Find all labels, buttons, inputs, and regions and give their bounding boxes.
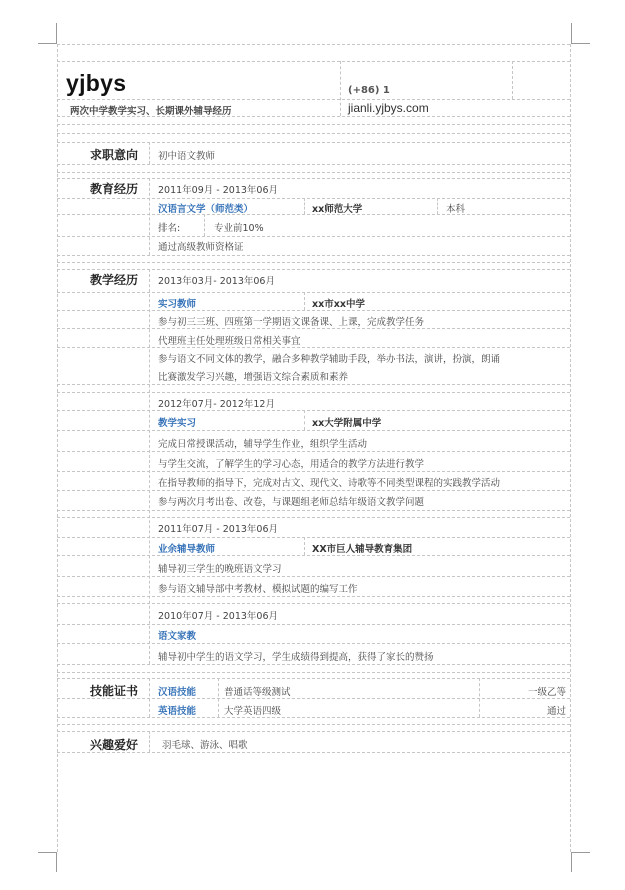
grid-line [57, 310, 570, 311]
grid-line [57, 537, 570, 538]
crop-mark-top-right-h [571, 43, 590, 44]
label-column-divider [149, 678, 150, 717]
education-school: xx师范大学 [312, 204, 363, 215]
section-label-teaching: 教学经历 [90, 273, 139, 287]
phone-number: (+86) 1 [348, 85, 390, 96]
teaching-role: 实习教师 [158, 299, 197, 310]
teach-col-divider [304, 410, 305, 430]
header-divider-right [512, 61, 513, 99]
skill-name: 普通话等级测试 [224, 687, 291, 698]
teaching-duty: 参与语文辅导部中考教材、模拟试题的编写工作 [158, 584, 358, 595]
grid-line [57, 672, 570, 673]
teaching-duty: 参与语文不同文体的教学，融合多种教学辅助手段，举办书法，演讲，扮演，朗诵 [158, 354, 501, 365]
grid-line [57, 624, 570, 625]
grid-line [57, 384, 570, 385]
grid-line [57, 603, 570, 604]
teaching-duty: 参与两次月考出卷、改卷，与课题组老师总结年级语文教学问题 [158, 497, 425, 508]
grid-line [57, 410, 570, 411]
grid-line [57, 490, 570, 491]
grid-line [57, 347, 570, 348]
teaching-period: 2013年03月- 2013年06月 [158, 276, 275, 287]
grid-line [57, 510, 570, 511]
label-column-divider [149, 142, 150, 164]
teaching-duty: 参与初三三班、四班第一学期语文课备课、上课，完成教学任务 [158, 317, 425, 328]
skill-type: 汉语技能 [158, 687, 197, 698]
objective-value: 初中语文教师 [158, 151, 216, 162]
grid-line [57, 678, 570, 679]
crop-mark-top-right-v [571, 23, 572, 43]
grid-line [57, 643, 570, 644]
grid-line [57, 724, 570, 725]
edu-col-divider [437, 198, 438, 214]
grid-line [57, 517, 570, 518]
label-column-divider [149, 269, 150, 664]
grid-line [57, 61, 570, 62]
teaching-role: 语文家教 [158, 631, 197, 642]
grid-line [57, 164, 570, 165]
teaching-duty: 完成日常授课活动，辅导学生作业，组织学生活动 [158, 439, 368, 450]
rank-label: 排名: [158, 223, 181, 234]
grid-line [57, 596, 570, 597]
grid-line [57, 471, 570, 472]
grid-line [57, 576, 570, 577]
grid-line [57, 555, 570, 556]
grid-line [57, 430, 570, 431]
grid-line [57, 392, 570, 393]
teach-col-divider [304, 292, 305, 310]
teach-col-divider [304, 537, 305, 555]
teaching-duty: 与学生交流，了解学生的学习心态，用适合的教学方法进行教学 [158, 459, 425, 470]
page-border-right [570, 44, 571, 852]
crop-mark-bottom-left-v [56, 852, 57, 872]
grid-line [57, 236, 570, 237]
teaching-org: XX市巨人辅导教育集团 [312, 544, 413, 555]
rank-col-divider [204, 214, 205, 236]
grid-line [57, 133, 570, 134]
education-period: 2011年09月 - 2013年06月 [158, 185, 278, 196]
crop-mark-bottom-right-v [571, 852, 572, 872]
teaching-org: xx市xx中学 [312, 299, 366, 310]
grid-line [57, 664, 570, 665]
candidate-summary: 两次中学教学实习、长期课外辅导经历 [70, 106, 232, 117]
skill-name: 大学英语四级 [224, 706, 282, 717]
teaching-org: xx大学附属中学 [312, 418, 382, 429]
teaching-duty: 辅导初三学生的晚班语文学习 [158, 564, 282, 575]
crop-mark-top-left-h [38, 43, 57, 44]
label-column-divider [149, 731, 150, 752]
header-divider [340, 61, 341, 116]
grid-line [57, 142, 570, 143]
grid-line [57, 44, 570, 45]
grid-line [57, 255, 570, 256]
teaching-role: 业余辅导教师 [158, 544, 216, 555]
teaching-duty: 辅导初中学生的语文学习，学生成绩得到提高，获得了家长的赞扬 [158, 652, 434, 663]
hobbies-value: 羽毛球、游泳、唱歌 [162, 740, 248, 751]
teaching-period: 2012年07月- 2012年12月 [158, 399, 275, 410]
teaching-period: 2011年07月 - 2013年06月 [158, 524, 278, 535]
label-column-divider [149, 178, 150, 255]
grid-line [57, 451, 570, 452]
skill-type: 英语技能 [158, 706, 197, 717]
grid-line [57, 269, 570, 270]
edu-col-divider [304, 198, 305, 214]
section-label-education: 教育经历 [90, 182, 139, 196]
grid-line [57, 178, 570, 179]
education-degree: 本科 [446, 204, 466, 215]
grid-line [57, 262, 570, 263]
teaching-duty: 代理班主任处理班级日常相关事宜 [158, 336, 301, 347]
section-label-hobbies: 兴趣爱好 [90, 738, 139, 752]
section-label-skills: 技能证书 [90, 684, 139, 698]
website-link[interactable]: jianli.yjbys.com [348, 101, 429, 115]
section-label-objective: 求职意向 [90, 148, 139, 162]
skill-level: 通过 [546, 706, 566, 717]
skill-level: 一级乙等 [527, 687, 566, 698]
grid-line [57, 99, 570, 100]
rank-value: 专业前10% [214, 223, 264, 234]
grid-line [57, 731, 570, 732]
crop-mark-bottom-right-h [571, 852, 590, 853]
teaching-duty: 比赛激发学习兴趣，增强语文综合素质和素养 [158, 372, 349, 383]
education-major: 汉语言文学（师范类） [158, 204, 254, 215]
grid-line [57, 198, 570, 199]
grid-line [57, 124, 570, 125]
skills-col-divider [218, 678, 219, 717]
grid-line [57, 172, 570, 173]
teaching-role: 教学实习 [158, 418, 197, 429]
crop-mark-bottom-left-h [38, 852, 57, 853]
certificate-text: 通过高级教师资格证 [158, 242, 244, 253]
teaching-duty: 在指导教师的指导下，完成对古文、现代文、诗歌等不同类型课程的实践教学活动 [158, 478, 501, 489]
crop-mark-top-left-v [56, 23, 57, 43]
teaching-period: 2010年07月 - 2013年06月 [158, 611, 278, 622]
grid-line [57, 328, 570, 329]
candidate-name: yjbys [66, 70, 127, 96]
grid-line [57, 292, 570, 293]
grid-line [57, 717, 570, 718]
